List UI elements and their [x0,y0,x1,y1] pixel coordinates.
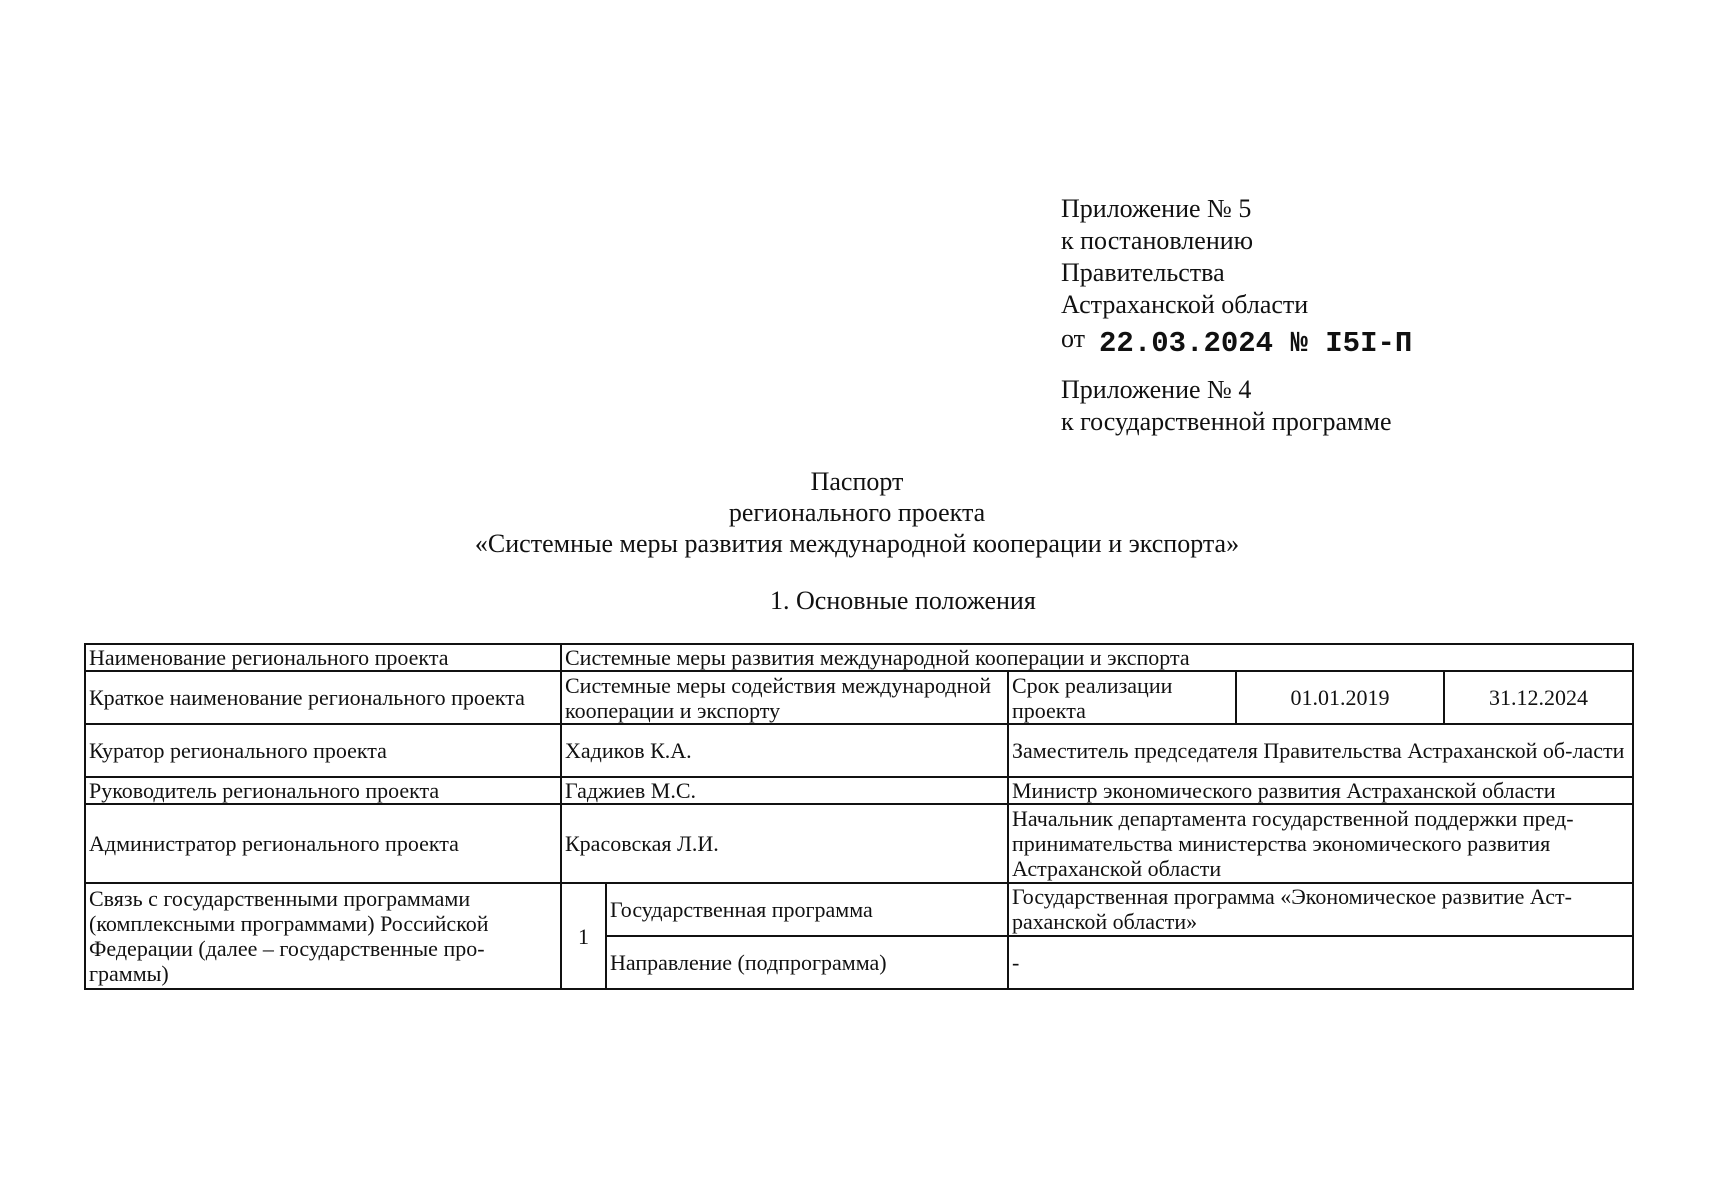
title-line-2: регионального проекта [728,498,986,527]
head-position: Министр экономического развития Астраханской области [1008,777,1633,804]
section-heading: 1. Основные положения [770,586,1036,615]
passport-table [84,643,1634,990]
direction-label: Направление (подпрограмма) [606,936,1008,989]
curator-position: Заместитель председателя Правительства Астраханской об-ласти [1008,724,1633,777]
table-row [85,644,1633,671]
attachment-line-5: Приложение № 4 [1061,375,1252,404]
table-row [85,671,1633,724]
attachment-line-2: к постановлению [1061,226,1254,255]
term-end: 31.12.2024 [1444,671,1633,724]
table-row [85,804,1633,883]
curator-name: Хадиков К.А. [561,724,1008,777]
date-prefix: от [1061,324,1086,353]
head-label: Руководитель регионального проекта [85,777,561,804]
head-name: Гаджиев М.С. [561,777,1008,804]
table-row [85,724,1633,777]
project-name-label: Наименование регионального проекта [85,644,561,671]
program-link-label: Связь с государственными программами (комплексными программами) Российской Федерации (далее – государственные про-граммы) [85,883,561,989]
table-row [85,883,1633,936]
program-link-number: 1 [561,883,606,989]
short-name-label: Краткое наименование регионального проекта [85,671,561,724]
attachment-block [1061,193,1412,438]
short-name-value: Системные меры содействия международной кооперации и экспорту [561,671,1008,724]
resolution-date-line [1061,323,1413,360]
document-title [0,466,1714,559]
term-start: 01.01.2019 [1236,671,1444,724]
program-label: Государственная программа [606,883,1008,936]
term-label: Срок реализации проекта [1008,671,1236,724]
date-stamp: 22.03.2024 № I5I-П [1099,327,1413,360]
attachment-line-6: к государственной программе [1061,407,1392,436]
admin-position: Начальник департамента государственной поддержки пред-принимательства министерства экономического развития Астраханской области [1008,804,1633,883]
admin-label: Администратор регионального проекта [85,804,561,883]
attachment-line-4: Астраханской области [1061,290,1309,319]
curator-label: Куратор регионального проекта [85,724,561,777]
table-row [85,777,1633,804]
title-line-1: Паспорт [810,467,904,496]
direction-value: - [1008,936,1633,989]
project-name-value: Системные меры развития международной кооперации и экспорта [561,644,1633,671]
program-value: Государственная программа «Экономическое развитие Аст-раханской области» [1008,883,1633,936]
attachment-line-1: Приложение № 5 [1061,194,1252,223]
admin-name: Красовская Л.И. [561,804,1008,883]
attachment-line-3: Правительства [1061,258,1225,287]
title-line-3: «Системные меры развития международной кооперации и экспорта» [474,529,1240,558]
